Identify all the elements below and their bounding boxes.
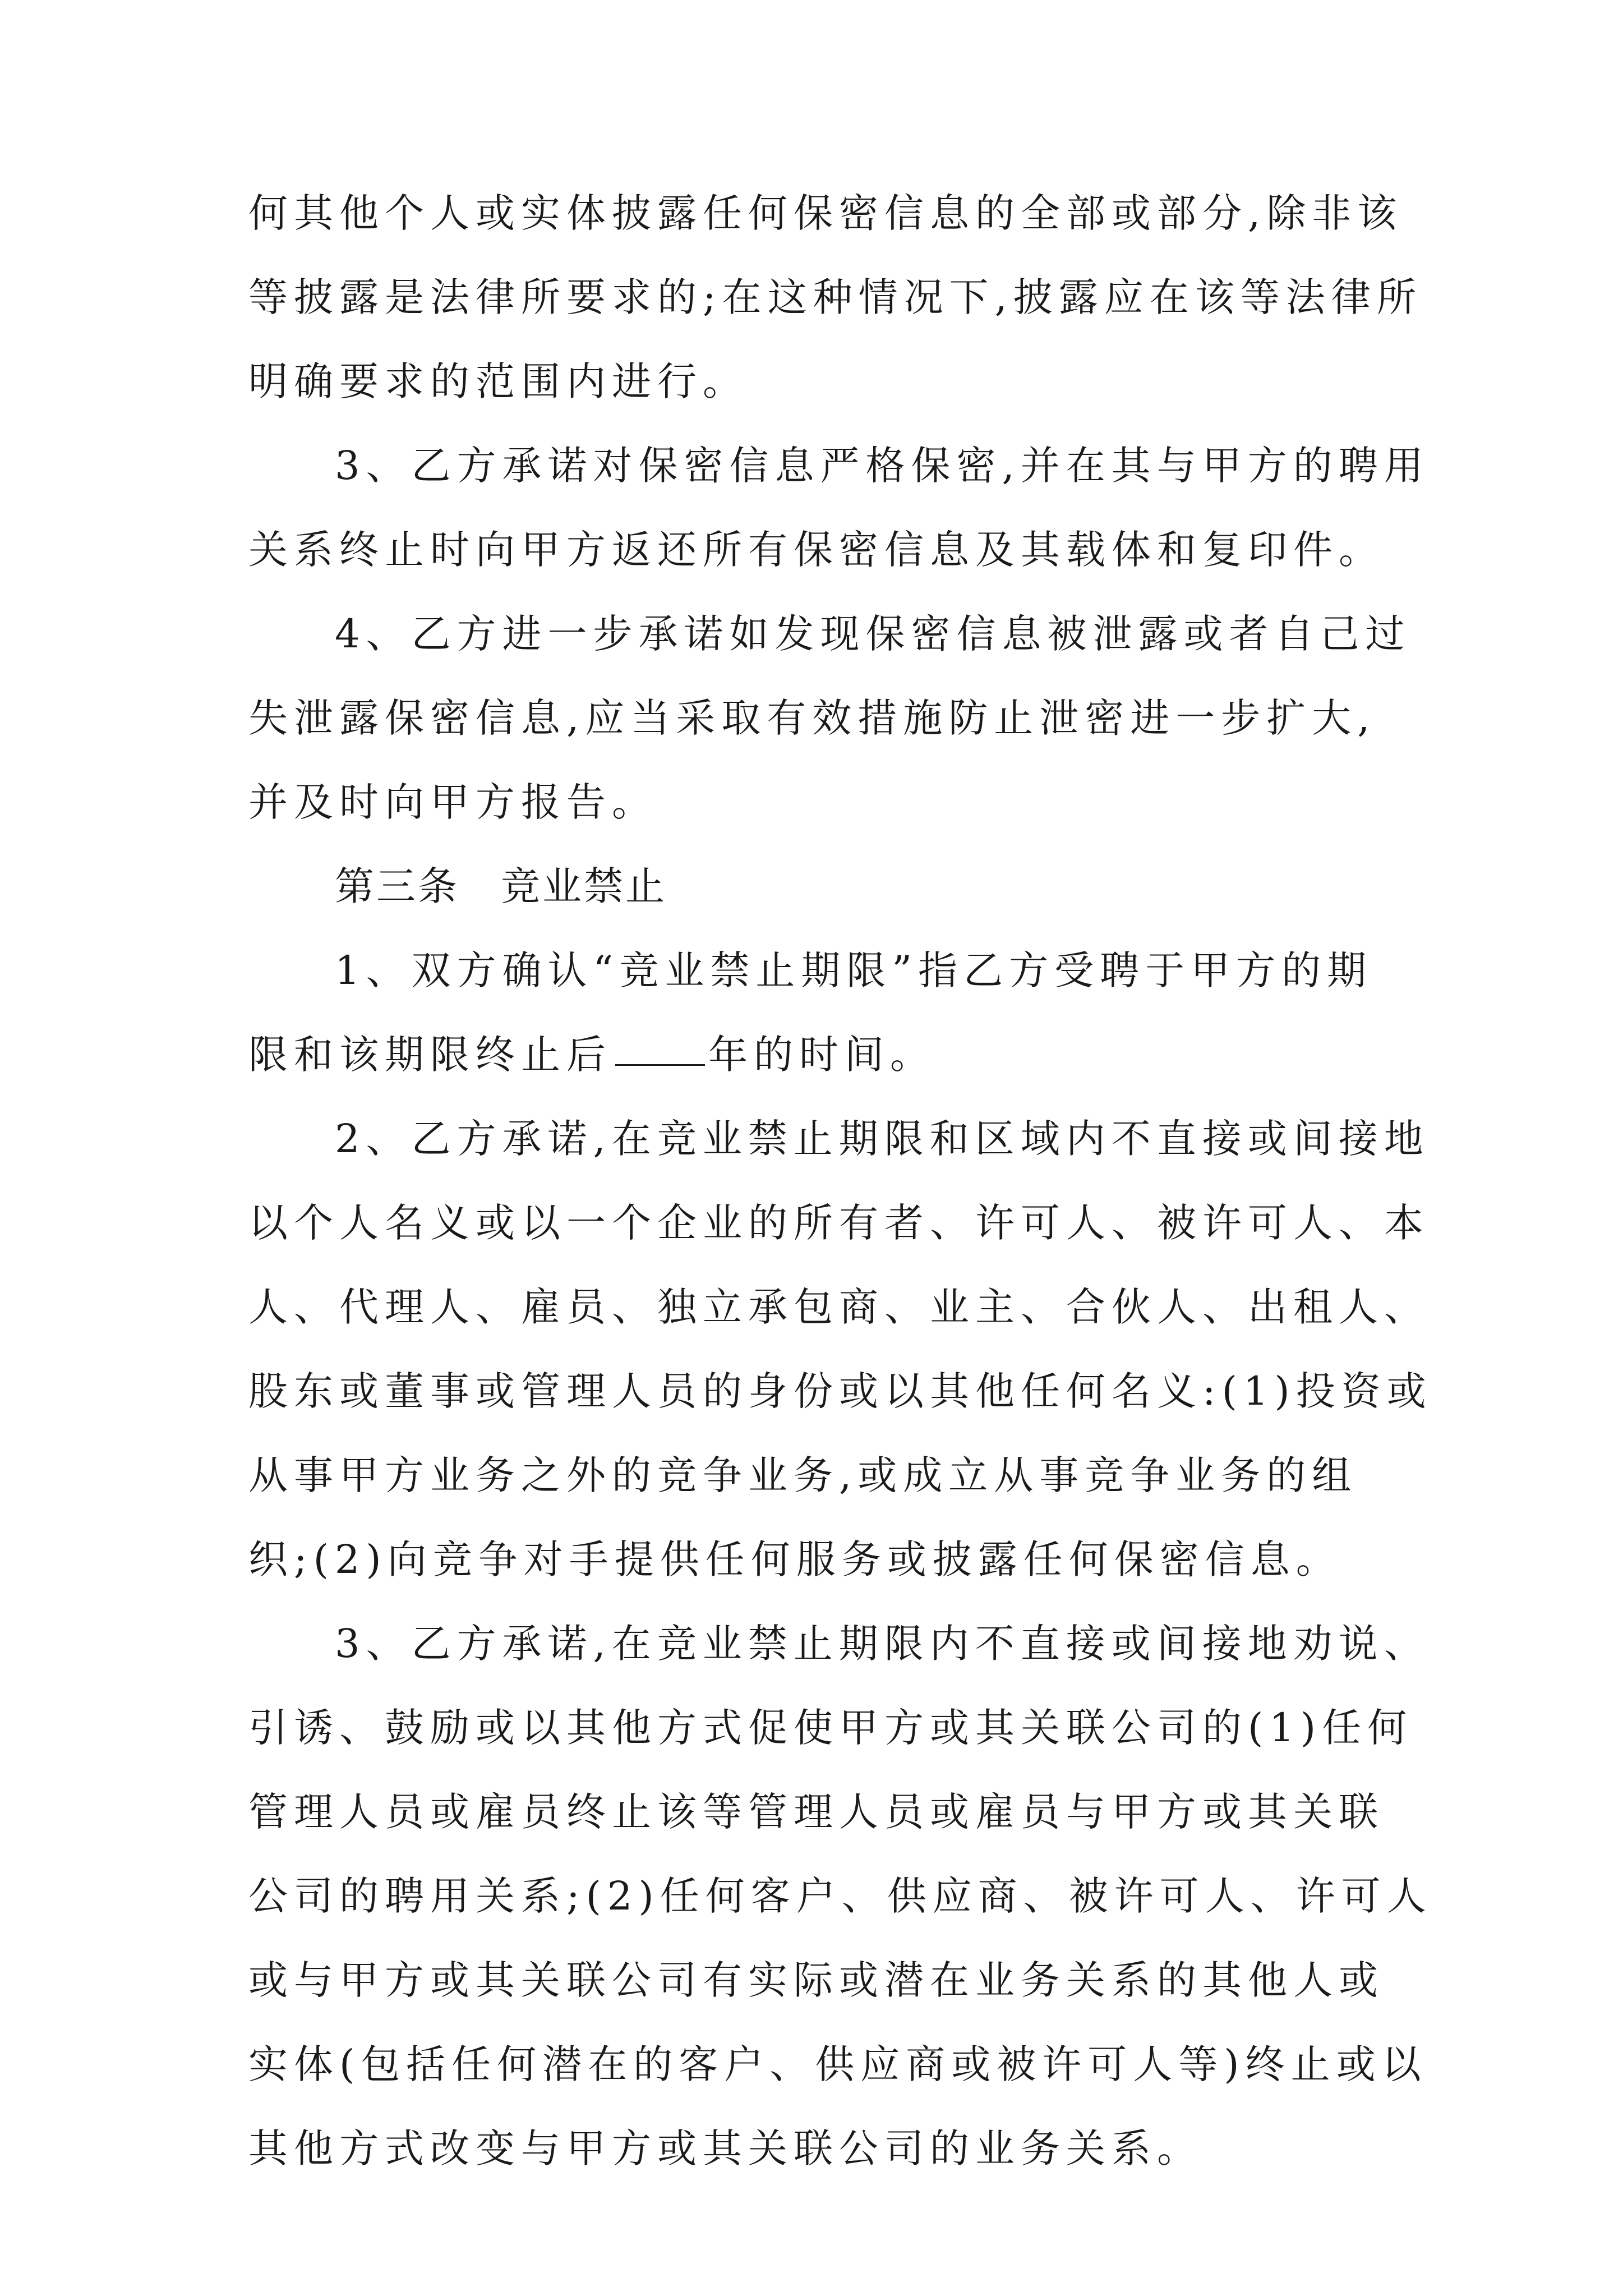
text-line: 并及时向甲方报告。 (248, 779, 657, 825)
text-line: 何其他个人或实体披露任何保密信息的全部或部分,除非该 (248, 190, 1403, 236)
text-line: 以个人名义或以一个企业的所有者、许可人、被许可人、本 (248, 1200, 1430, 1246)
text-line: 关系终止时向甲方返还所有保密信息及其载体和复印件。 (248, 527, 1384, 573)
text-line: 明确要求的范围内进行。 (248, 358, 748, 404)
text-line: 失泄露保密信息,应当采取有效措施防止泄密进一步扩大, (248, 695, 1376, 741)
text-segment: 限和该期限终止后 (248, 1032, 612, 1078)
text-line: 引诱、鼓励或以其他方式促使甲方或其关联公司的(1)任何 (248, 1705, 1413, 1751)
text-line: 1、双方确认“竞业禁止期限”指乙方受聘于甲方的期 (335, 947, 1373, 993)
text-line: 4、乙方进一步承诺如发现保密信息被泄露或者自己过 (335, 611, 1411, 657)
text-line: 织;(2)向竞争对手提供任何服务或披露任何保密信息。 (248, 1536, 1341, 1582)
text-segment: 年的时间。 (708, 1032, 935, 1078)
text-line: 或与甲方或其关联公司有实际或潜在业务关系的其他人或 (248, 1957, 1384, 2003)
section-heading: 第三条 竞业禁止 (335, 863, 667, 909)
text-line: 2、乙方承诺,在竞业禁止期限和区域内不直接或间接地 (335, 1116, 1430, 1162)
text-line: 管理人员或雇员终止该等管理人员或雇员与甲方或其关联 (248, 1789, 1384, 1835)
text-line: 3、乙方承诺,在竞业禁止期限内不直接或间接地劝说、 (335, 1621, 1430, 1667)
text-line: 股东或董事或管理人员的身份或以其他任何名义:(1)投资或 (248, 1368, 1432, 1414)
text-line: 实体(包括任何潜在的客户、供应商或被许可人等)终止或以 (248, 2041, 1427, 2087)
text-line: 等披露是法律所要求的;在这种情况下,披露应在该等法律所 (248, 274, 1422, 320)
text-line: 从事甲方业务之外的竞争业务,或成立从事竞争业务的组 (248, 1452, 1358, 1498)
text-line-with-blank (248, 1027, 935, 1083)
text-line: 3、乙方承诺对保密信息严格保密,并在其与甲方的聘用 (335, 443, 1430, 489)
text-line: 人、代理人、雇员、独立承包商、业主、合伙人、出租人、 (248, 1284, 1430, 1330)
text-line: 其他方式改变与甲方或其关联公司的业务关系。 (248, 2125, 1202, 2171)
fill-in-blank (615, 1030, 705, 1066)
text-line: 公司的聘用关系;(2)任何客户、供应商、被许可人、许可人 (248, 1873, 1432, 1919)
